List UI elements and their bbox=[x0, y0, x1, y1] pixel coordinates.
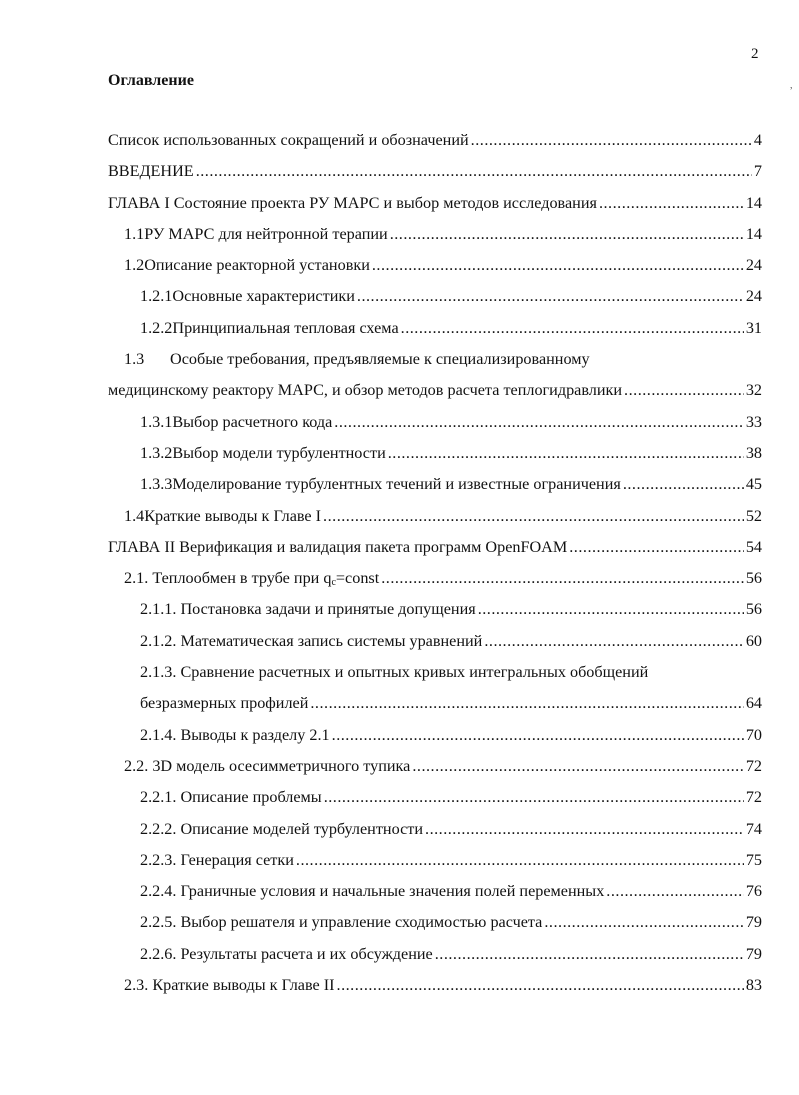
toc-entry-number: 1.3.1 bbox=[140, 412, 173, 431]
leader-dots bbox=[337, 976, 744, 995]
leader-dots bbox=[381, 569, 744, 588]
toc-entry[interactable] bbox=[108, 976, 762, 1007]
toc-entry-number: 2.2.6. bbox=[140, 944, 177, 963]
toc-entry[interactable] bbox=[108, 788, 762, 819]
toc-entry-label: Выбор расчетного кода bbox=[172, 412, 333, 431]
toc-entry-number: 2.2.3. bbox=[140, 850, 177, 869]
toc-entry-page: 56 bbox=[745, 569, 762, 588]
toc-entry-label: ГЛАВА II Верификация и валидация пакета программ OpenFOAM bbox=[108, 537, 568, 556]
leader-dots bbox=[310, 694, 743, 713]
leader-dots bbox=[624, 381, 744, 400]
toc-entry-number: 1.3.3 bbox=[140, 475, 173, 494]
toc-entry-number: 2.1.4. bbox=[140, 725, 177, 744]
leader-dots bbox=[390, 225, 744, 244]
toc-entry-label: Результаты расчета и их обсуждение bbox=[180, 944, 433, 963]
toc-entry-label: Принципиальная тепловая схема bbox=[172, 318, 399, 337]
toc-entry-number: 2.3. bbox=[124, 976, 149, 995]
toc-entry-label: Описание реакторной установки bbox=[144, 256, 370, 275]
leader-dots bbox=[332, 726, 744, 745]
toc-entry-label: Список использованных сокращений и обозначений bbox=[108, 131, 469, 149]
toc-entry[interactable] bbox=[108, 757, 762, 788]
leader-dots bbox=[324, 788, 744, 807]
toc-entry[interactable] bbox=[108, 632, 762, 663]
toc-entry-page: 4 bbox=[753, 131, 762, 149]
toc-entry-page: 76 bbox=[745, 882, 762, 901]
toc-entry[interactable] bbox=[108, 475, 762, 506]
toc-entry-page: 64 bbox=[745, 694, 762, 713]
toc-entry[interactable] bbox=[108, 820, 762, 851]
toc-entry-page: 24 bbox=[745, 287, 762, 306]
subscript: c bbox=[331, 577, 336, 589]
toc-entry-page: 52 bbox=[745, 506, 762, 525]
toc-entry-number: 2.2.2. bbox=[140, 819, 177, 838]
leader-dots bbox=[388, 444, 744, 463]
leader-dots bbox=[357, 287, 744, 306]
toc-entry[interactable] bbox=[108, 913, 762, 944]
toc-entry-page: 70 bbox=[745, 725, 762, 744]
toc-entry[interactable] bbox=[108, 256, 762, 287]
toc-entry-number: 2.2. bbox=[124, 756, 149, 775]
leader-dots bbox=[569, 538, 744, 557]
scan-mark: , bbox=[790, 80, 793, 91]
toc-entry-number: 1.2.2 bbox=[140, 318, 173, 337]
toc-entry-label: Теплообмен в трубе при $q_c=const$ bbox=[152, 569, 380, 589]
toc-entry-label: медицинскому реактору МАРС, и обзор методов расчета теплогидравлики bbox=[108, 381, 623, 400]
toc-entry[interactable] bbox=[108, 350, 762, 381]
leader-dots bbox=[372, 256, 744, 275]
leader-dots bbox=[599, 194, 744, 213]
toc-entry-page: 74 bbox=[745, 819, 762, 838]
leader-dots bbox=[401, 319, 744, 338]
toc-entry-page: 83 bbox=[745, 976, 762, 995]
toc-entry-page: 14 bbox=[745, 193, 762, 212]
toc-entry-page: 75 bbox=[745, 850, 762, 869]
leader-dots bbox=[334, 413, 744, 432]
toc-entry-number: 1.4 bbox=[124, 506, 145, 525]
toc-entry-label: 3D модель осесимметричного тупика bbox=[152, 756, 411, 775]
toc-entry[interactable] bbox=[108, 507, 762, 538]
toc-entry-number: 2.1. bbox=[124, 569, 149, 588]
leader-dots bbox=[606, 882, 744, 901]
leader-dots bbox=[296, 851, 744, 870]
page-number: 2 bbox=[751, 46, 759, 62]
toc-entry-label: безразмерных профилей bbox=[140, 694, 309, 713]
toc-entry-number: 2.1.3. bbox=[140, 663, 177, 682]
toc-entry-label: Граничные условия и начальные значения полей переменных bbox=[180, 882, 605, 901]
toc-entry-page: 14 bbox=[745, 224, 762, 243]
toc-entry-number: 1.3.2 bbox=[140, 443, 173, 462]
toc-entry-page: 33 bbox=[745, 412, 762, 431]
toc-entry-label: Описание проблемы bbox=[180, 788, 322, 807]
toc-entry-label: Описание моделей турбулентности bbox=[180, 819, 424, 838]
leader-dots bbox=[544, 913, 743, 932]
toc-entry[interactable] bbox=[108, 162, 762, 193]
leader-dots bbox=[623, 475, 744, 494]
toc-entry-label: Математическая запись системы уравнений bbox=[180, 631, 483, 650]
toc-entry[interactable] bbox=[108, 194, 762, 225]
toc-entry[interactable] bbox=[108, 882, 762, 913]
toc-entry-page: 24 bbox=[745, 256, 762, 275]
leader-dots bbox=[435, 945, 744, 964]
toc-entry-label: Краткие выводы к Главе I bbox=[144, 506, 322, 525]
toc-entry[interactable] bbox=[108, 569, 762, 600]
toc-entry-continuation[interactable] bbox=[108, 694, 762, 725]
toc-entry-page: 60 bbox=[745, 631, 762, 650]
leader-dots bbox=[412, 757, 743, 776]
toc-entry-label: Постановка задачи и принятые допущения bbox=[180, 600, 476, 619]
table-of-contents bbox=[108, 131, 762, 1007]
toc-entry-number: 2.2.5. bbox=[140, 913, 177, 932]
toc-entry-label: Основные характеристики bbox=[172, 287, 355, 306]
toc-entry[interactable] bbox=[108, 131, 762, 162]
toc-entry-continuation[interactable] bbox=[108, 381, 762, 412]
toc-entry-number: 1.3 bbox=[124, 350, 145, 369]
toc-entry-label: Краткие выводы к Главе II bbox=[152, 976, 335, 995]
toc-entry[interactable] bbox=[108, 726, 762, 757]
toc-entry-page: 79 bbox=[745, 944, 762, 963]
toc-entry[interactable] bbox=[108, 945, 762, 976]
toc-entry[interactable] bbox=[108, 287, 762, 318]
toc-entry-label: Генерация сетки bbox=[180, 850, 294, 869]
toc-entry[interactable] bbox=[108, 663, 762, 694]
leader-dots bbox=[478, 600, 744, 619]
toc-entry-label: РУ МАРС для нейтронной терапии bbox=[144, 224, 388, 243]
toc-entry[interactable] bbox=[108, 851, 762, 882]
leader-dots bbox=[196, 162, 752, 181]
toc-entry-label: Моделирование турбулентных течений и известные ограничения bbox=[172, 475, 621, 494]
toc-entry-label: Выводы к разделу 2.1 bbox=[180, 725, 330, 744]
page-title: Оглавление bbox=[108, 72, 194, 89]
toc-entry-label: ВВЕДЕНИЕ bbox=[108, 162, 194, 181]
toc-entry[interactable] bbox=[108, 538, 762, 569]
leader-dots bbox=[471, 131, 752, 150]
toc-entry-page: 45 bbox=[745, 475, 762, 494]
leader-dots bbox=[484, 632, 743, 651]
toc-entry-page: 79 bbox=[745, 913, 762, 932]
toc-entry-number: 2.1.1. bbox=[140, 600, 177, 619]
toc-entry[interactable] bbox=[108, 225, 762, 256]
toc-entry-number: 2.2.4. bbox=[140, 882, 177, 901]
leader-dots bbox=[323, 507, 744, 526]
toc-entry-number: 2.2.1. bbox=[140, 788, 177, 807]
toc-entry-label: Особые требования, предъявляемые к специализированному bbox=[170, 350, 590, 369]
toc-entry-number: 1.1 bbox=[124, 224, 145, 243]
toc-entry-page: 54 bbox=[745, 537, 762, 556]
toc-entry[interactable] bbox=[108, 413, 762, 444]
toc-entry-label: ГЛАВА I Состояние проекта РУ МАРС и выбор методов исследования bbox=[108, 193, 597, 212]
toc-entry-page: 72 bbox=[745, 756, 762, 775]
toc-entry[interactable] bbox=[108, 444, 762, 475]
toc-entry-number: 2.1.2. bbox=[140, 631, 177, 650]
toc-entry-label: Сравнение расчетных и опытных кривых интегральных обобщений bbox=[180, 663, 649, 682]
toc-entry-number: 1.2.1 bbox=[140, 287, 173, 306]
toc-entry-page: 31 bbox=[745, 318, 762, 337]
toc-entry-label: Выбор модели турбулентности bbox=[172, 443, 386, 462]
toc-entry-page: 32 bbox=[745, 381, 762, 400]
toc-entry-page: 7 bbox=[753, 162, 762, 181]
toc-entry-page: 72 bbox=[745, 788, 762, 807]
toc-entry-label: Выбор решателя и управление сходимостью расчета bbox=[180, 913, 543, 932]
leader-dots bbox=[425, 820, 744, 839]
toc-entry-page: 56 bbox=[745, 600, 762, 619]
toc-entry-page: 38 bbox=[745, 443, 762, 462]
toc-entry[interactable] bbox=[108, 319, 762, 350]
toc-entry[interactable] bbox=[108, 600, 762, 631]
toc-entry-number: 1.2 bbox=[124, 256, 145, 275]
